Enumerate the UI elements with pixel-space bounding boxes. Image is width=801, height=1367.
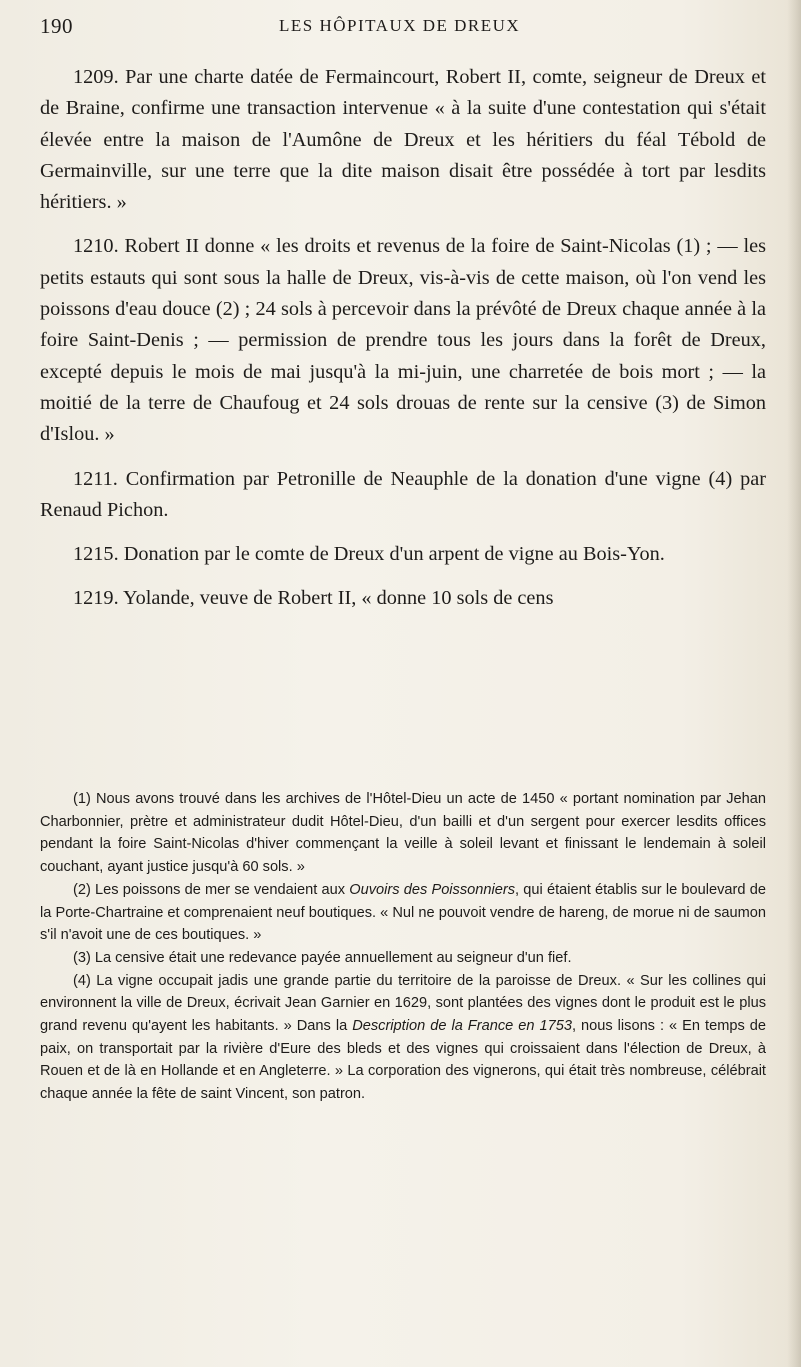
- page-edge-shadow: [787, 0, 801, 1367]
- main-text: [40, 62, 766, 628]
- footnote-3: (3) La censive était une redevance payée annuellement au seigneur d'un fief.: [73, 949, 572, 966]
- entry-1210: 1210. Robert II donne « les droits et revenus de la foire de Saint-Nicolas (1) ; — les petits estauts qui sont sous la halle de Dreux, vis-à-vis de cette maison, où l'on vend les poissons d'eau douce (2) ; 24 sols à percevoir dans la prévôté de Dreux chaque année à la foire Saint-Denis ; — permission de prendre tous les jours dans la forêt de Dreux, excepté depuis le mois de mai jusqu'à la mi-juin, une charretée de bois mort ; — la moitié de la terre de Chaufoug et 24 sols drouas de rente sur la censive (3) de Simon d'Islou. »: [40, 235, 766, 446]
- footnote-4-text-a: (4) La vigne occupait jadis une grande partie du territoire de la paroisse de Dreux. « Sur les collines qui environnent la ville de Dreux, écrivait Jean Garnier en 1629, sont plantées des vignes dont le produit est le plus grand revenu qu'ayent les habitants. » Dans la: [40, 972, 766, 1035]
- footnote-4-text-b: , nous lisons : « En temps de paix, on transportait par la rivière d'Eure des bleds et des vignes qui croissaient dans l'élection de Dreux, à Rouen et de là en Hollande et en Angleterre. » La corporation des vignerons, qui était très nombreuse, célébrait chaque année la fête de saint Vincent, son patron.: [40, 1018, 767, 1103]
- footnote-2-text-a: (2) Les poissons de mer se vendaient aux: [73, 881, 350, 898]
- footnote-2-italic: Ouvoirs des Poissonniers: [349, 881, 516, 898]
- entry-1219: 1219. Yolande, veuve de Robert II, « donne 10 sols de cens: [73, 587, 554, 610]
- footnote-4-italic: Description de la France en 1753: [352, 1018, 572, 1035]
- footnotes: [40, 788, 766, 1106]
- footnote-2-text-b: , qui étaient établis sur le boulevard de la Porte-Chartraine et comprenaient neuf boutiques. « Nul ne pouvoit vendre de hareng, de morue ni de saumon s'il n'avoit une de ces boutiques. »: [40, 881, 766, 944]
- page-number: 190: [40, 14, 73, 38]
- footnote-1: (1) Nous avons trouvé dans les archives de l'Hôtel-Dieu un acte de 1450 « portant nomination par Jehan Charbonnier, prètre et administrateur dudit Hôtel-Dieu, d'un bailli et d'un sergent pour exercer lesdits offices pendant la foire Saint-Nicolas d'hiver commençant la veille à soleil levant et finissant le lendemain à soleil couchant, ayant justice jusqu'à 60 sols. »: [40, 791, 766, 876]
- footnote-2: [40, 879, 766, 947]
- entry-1209: 1209. Par une charte datée de Fermaincourt, Robert II, comte, seigneur de Dreux et de Braine, confirme une transaction intervenue « à la suite d'une contestation qui s'était élevée entre la maison de l'Aumône de Dreux et les héritiers du féal Tébold de Germainville, sur une terre que la dite maison disait être possédée à tort par lesdits héritiers. »: [40, 66, 766, 214]
- running-title: LES HÔPITAUX DE DREUX: [279, 16, 521, 35]
- entry-1211: 1211. Confirmation par Petronille de Neauphle de la donation d'une vigne (4) par Renaud Pichon.: [40, 467, 766, 521]
- entry-1215: 1215. Donation par le comte de Dreux d'un arpent de vigne au Bois-Yon.: [73, 543, 665, 566]
- footnote-4: [40, 970, 766, 1106]
- page-header: [40, 14, 760, 42]
